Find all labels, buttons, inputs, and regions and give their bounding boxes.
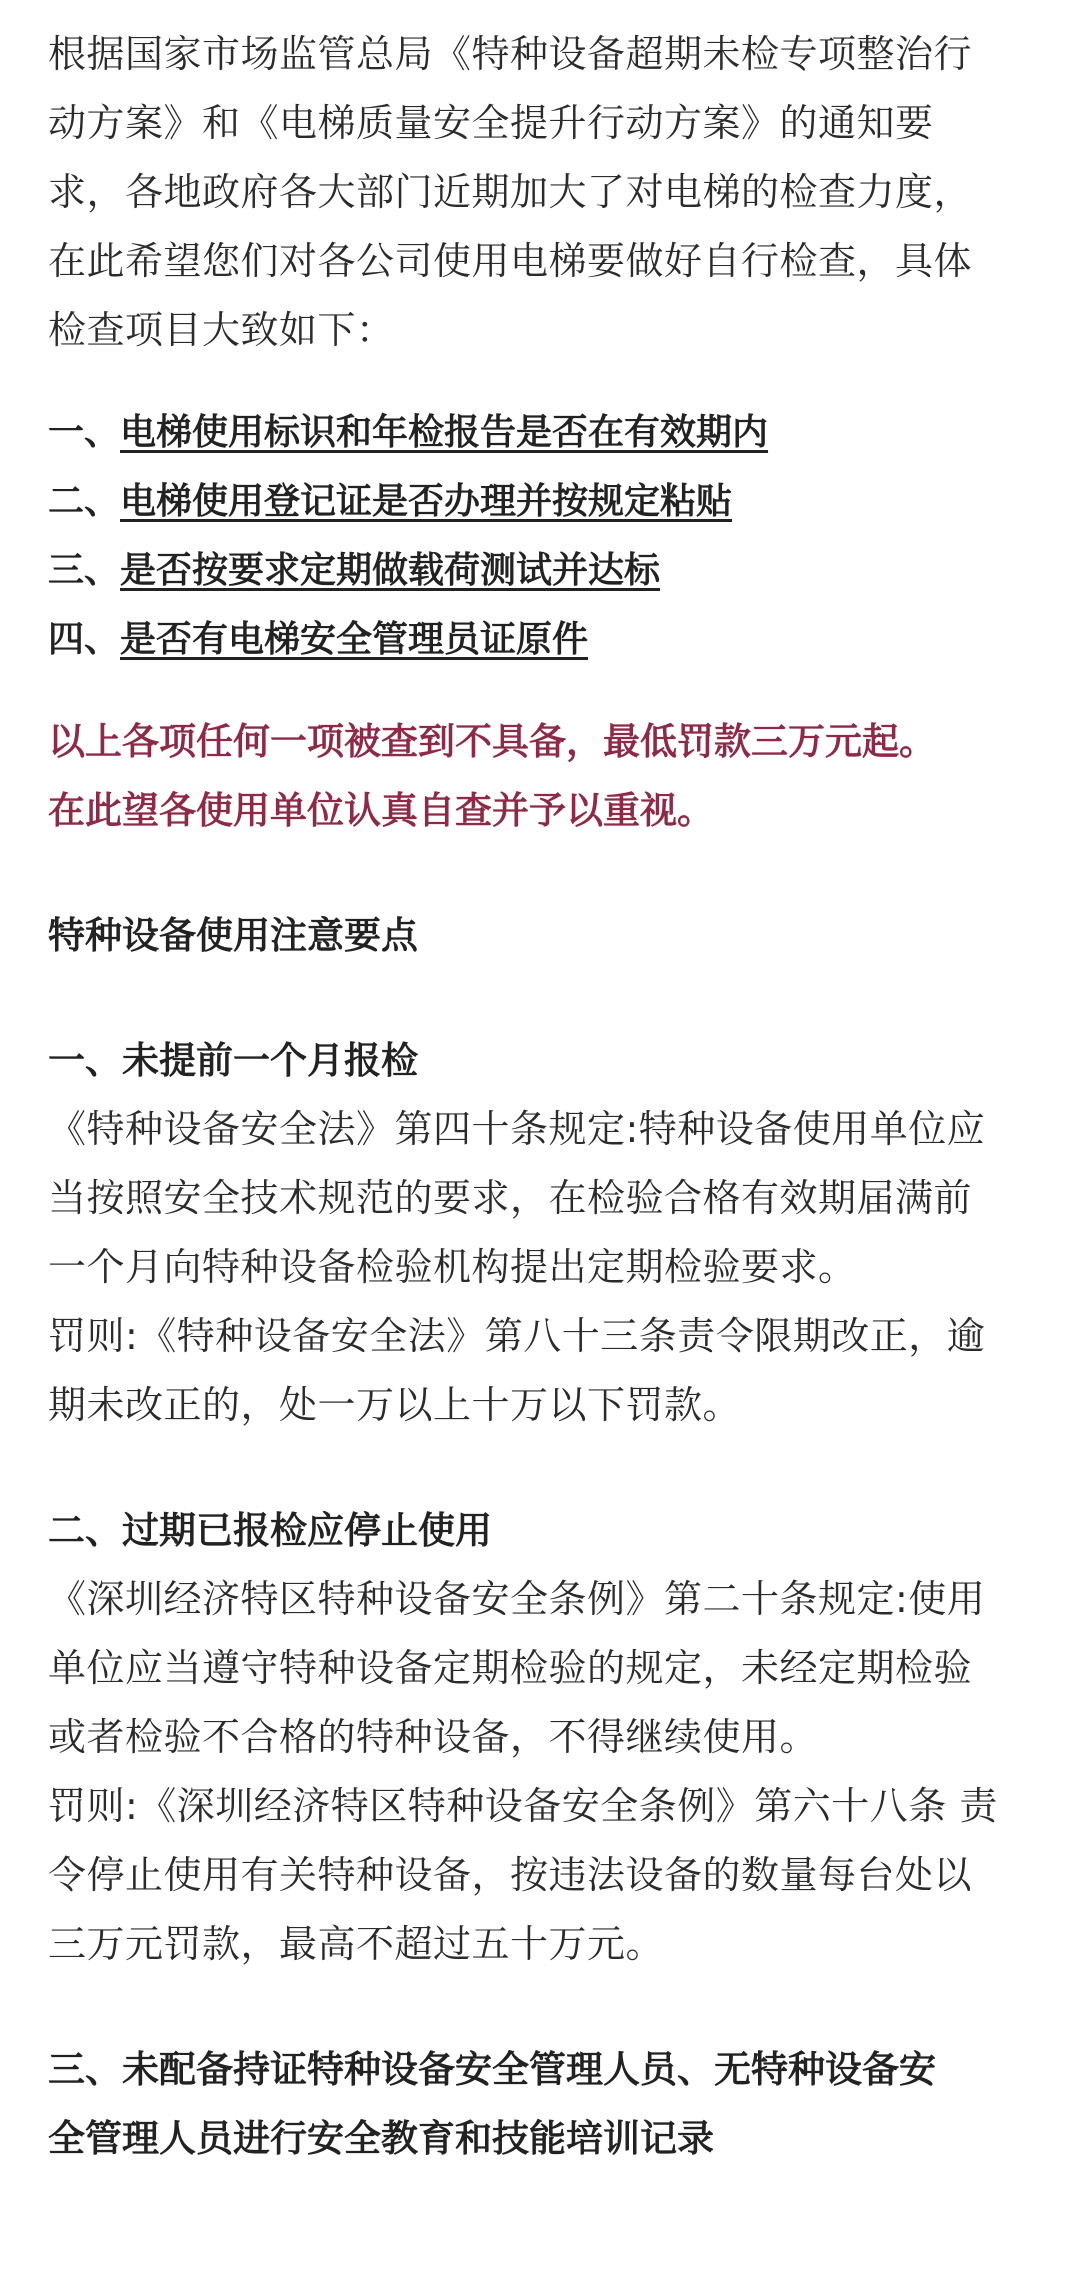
point-line: 当按照安全技术规范的要求，在检验合格有效期届满前 — [48, 1176, 973, 1220]
checklist-text: 是否按要求定期做载荷测试并达标 — [120, 550, 661, 591]
point-title: 一、未提前一个月报检 — [48, 1039, 418, 1082]
checklist-prefix: 四、 — [48, 619, 121, 660]
point-line: 期未改正的，处一万以上十万以下罚款。 — [48, 1383, 742, 1427]
checklist-item — [48, 605, 1040, 674]
point-line: 一个月向特种设备检验机构提出定期检验要求。 — [48, 1245, 857, 1289]
section-title: 特种设备使用注意要点 — [48, 914, 418, 957]
intro-line: 检查项目大致如下： — [48, 308, 395, 352]
checklist-item — [48, 536, 1040, 605]
warning-line: 以上各项任何一项被查到不具备，最低罚款三万元起。 — [48, 720, 936, 763]
point-line: 《特种设备安全法》第四十条规定:特种设备使用单位应 — [48, 1107, 986, 1151]
intro-line: 根据国家市场监管总局《特种设备超期未检专项整治行 — [48, 32, 973, 76]
point-line: 令停止使用有关特种设备，按违法设备的数量每台处以 — [48, 1853, 973, 1897]
checklist-prefix: 三、 — [48, 550, 121, 591]
checklist-text: 电梯使用标识和年检报告是否在有效期内 — [120, 412, 769, 453]
point-line: 单位应当遵守特种设备定期检验的规定，未经定期检验 — [48, 1646, 973, 1690]
point-line: 罚则:《特种设备安全法》第八十三条责令限期改正，逾 — [48, 1314, 986, 1358]
point-line: 三万元罚款，最高不超过五十万元。 — [48, 1922, 665, 1966]
checklist-text: 电梯使用登记证是否办理并按规定粘贴 — [120, 481, 733, 522]
warning-line: 在此望各使用单位认真自查并予以重视。 — [48, 789, 714, 832]
intro-line: 在此希望您们对各公司使用电梯要做好自行检查，具体 — [48, 239, 973, 283]
point-title: 三、未配备持证特种设备安全管理人员、无特种设备安 — [48, 2048, 936, 2091]
intro-line: 动方案》和《电梯质量安全提升行动方案》的通知要 — [48, 101, 934, 145]
checklist-item — [48, 398, 1040, 467]
point-line: 《深圳经济特区特种设备安全条例》第二十条规定:使用 — [48, 1577, 986, 1621]
point-line: 罚则:《深圳经济特区特种设备安全条例》第六十八条 责 — [48, 1784, 998, 1828]
checklist-text: 是否有电梯安全管理员证原件 — [120, 619, 589, 660]
checklist-prefix: 二、 — [48, 481, 121, 522]
checklist-item — [48, 467, 1040, 536]
point-line: 或者检验不合格的特种设备，不得继续使用。 — [48, 1715, 819, 1759]
intro-line: 求，各地政府各大部门近期加大了对电梯的检查力度， — [48, 170, 973, 214]
point-title: 二、过期已报检应停止使用 — [48, 1509, 492, 1552]
point-title: 全管理人员进行安全教育和技能培训记录 — [48, 2117, 714, 2160]
checklist-prefix: 一、 — [48, 412, 121, 453]
